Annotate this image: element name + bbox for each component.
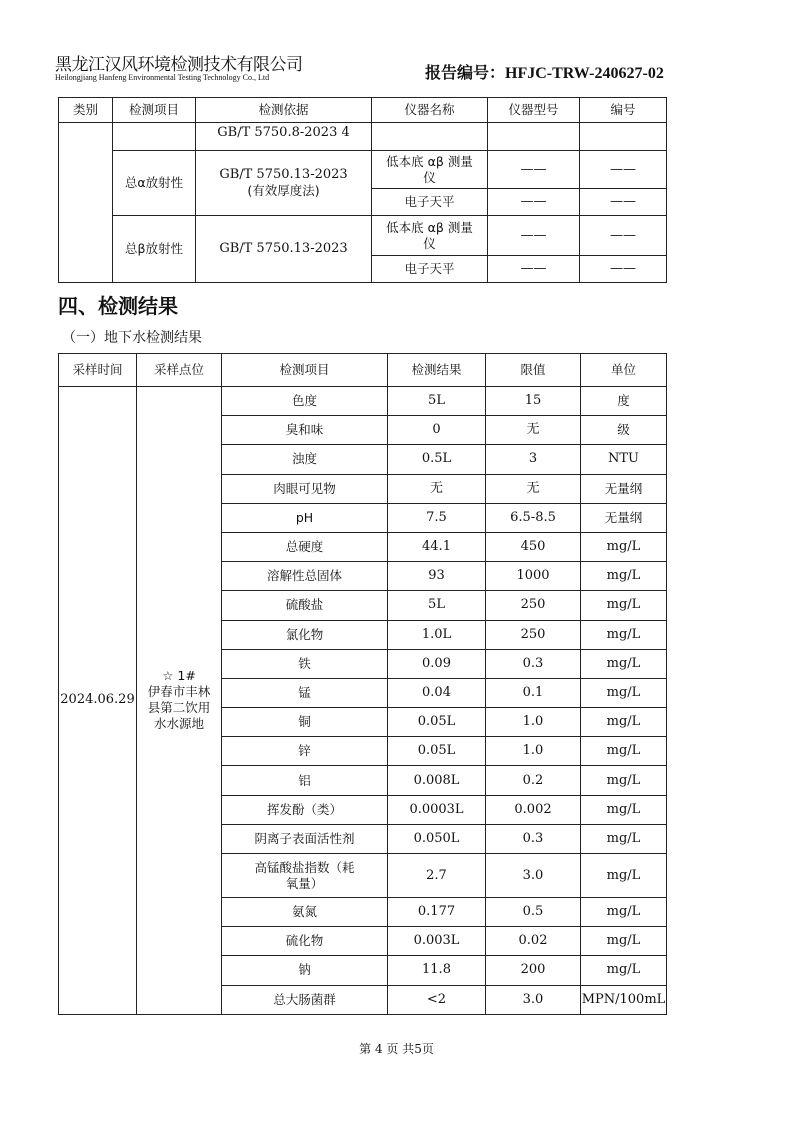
item-cell: 铝 — [222, 766, 388, 795]
result-cell: 0.050L — [388, 824, 486, 853]
table-row — [59, 151, 667, 189]
table-header-row — [59, 98, 667, 123]
table-header-row — [59, 354, 667, 387]
item-cell: 溶解性总固体 — [222, 562, 388, 591]
basis-method: (有效厚度法) — [247, 183, 320, 198]
limit-cell: 3.0 — [486, 854, 581, 898]
limit-cell: 无 — [486, 416, 581, 445]
unit-cell: mg/L — [581, 795, 667, 824]
header-cell: 采样时间 — [59, 354, 137, 387]
limit-cell: 0.5 — [486, 898, 581, 927]
item-cell: 氯化物 — [222, 620, 388, 649]
item-cell: 总大肠菌群 — [222, 985, 388, 1014]
number-cell: —— — [580, 151, 667, 189]
limit-cell: 0.1 — [486, 678, 581, 707]
item-cell: 肉眼可见物 — [222, 474, 388, 503]
result-cell: 0.0003L — [388, 795, 486, 824]
basis-cell: GB/T 5750.13-2023 — [196, 216, 372, 283]
limit-cell: 0.3 — [486, 824, 581, 853]
result-cell: 0.5L — [388, 445, 486, 474]
unit-cell: mg/L — [581, 678, 667, 707]
header-cell: 采样点位 — [137, 354, 222, 387]
company-name-en: Heilongjiang Hanfeng Environmental Testing Technology Co., Ltd — [55, 73, 270, 82]
category-cell — [59, 123, 113, 283]
item-cell: 总β放射性 — [113, 216, 196, 283]
instrument-table — [58, 97, 667, 283]
limit-cell: 200 — [486, 956, 581, 985]
limit-cell: 3.0 — [486, 985, 581, 1014]
item-cell: 锰 — [222, 678, 388, 707]
basis-text: GB/T 5750.13-2023 — [219, 167, 348, 182]
unit-cell: mg/L — [581, 927, 667, 956]
limit-cell: 1.0 — [486, 708, 581, 737]
limit-cell: 15 — [486, 387, 581, 416]
result-cell: 2.7 — [388, 854, 486, 898]
result-cell: 0.177 — [388, 898, 486, 927]
limit-cell: 0.02 — [486, 927, 581, 956]
result-cell: 7.5 — [388, 503, 486, 532]
number-cell: —— — [580, 216, 667, 256]
item-cell: 铜 — [222, 708, 388, 737]
limit-cell: 无 — [486, 474, 581, 503]
result-cell: 5L — [388, 387, 486, 416]
report-number: 报告编号：HFJC-TRW-240627-02 — [425, 65, 664, 82]
limit-cell: 0.3 — [486, 649, 581, 678]
item-cell: 总α放射性 — [113, 151, 196, 216]
limit-cell: 250 — [486, 620, 581, 649]
item-cell: 挥发酚（类） — [222, 795, 388, 824]
unit-cell: mg/L — [581, 562, 667, 591]
result-cell: 0.003L — [388, 927, 486, 956]
sample-date-cell: 2024.06.29 — [59, 387, 137, 1015]
unit-cell: 无量纲 — [581, 503, 667, 532]
basis-cell: GB/T 5750.8-2023 4 — [196, 123, 372, 151]
unit-cell: mg/L — [581, 766, 667, 795]
header-cell: 单位 — [581, 354, 667, 387]
header-cell: 仪器型号 — [488, 98, 580, 123]
item-cell: 色度 — [222, 387, 388, 416]
unit-cell: mg/L — [581, 649, 667, 678]
item-cell: 硫酸盐 — [222, 591, 388, 620]
limit-cell: 250 — [486, 591, 581, 620]
model-cell: —— — [488, 256, 580, 283]
item-cell: 臭和味 — [222, 416, 388, 445]
header-cell: 限值 — [486, 354, 581, 387]
company-name-cn: 黑龙江汉风环境检测技术有限公司 — [55, 55, 303, 75]
site-id: ☆ 1# — [162, 668, 196, 684]
subsection-title: （一）地下水检测结果 — [62, 330, 202, 346]
result-cell: 0 — [388, 416, 486, 445]
page-footer: 第 4 页 共5页 — [359, 1042, 434, 1056]
header-cell: 检测依据 — [196, 98, 372, 123]
item-cell: 氨氮 — [222, 898, 388, 927]
section-title: 四、检测结果 — [58, 294, 178, 318]
number-cell: —— — [580, 256, 667, 283]
unit-cell: mg/L — [581, 737, 667, 766]
result-cell: 0.008L — [388, 766, 486, 795]
header-cell: 检测项目 — [222, 354, 388, 387]
item-cell: 硫化物 — [222, 927, 388, 956]
result-cell: 44.1 — [388, 532, 486, 561]
result-cell: <2 — [388, 985, 486, 1014]
table-row — [59, 123, 667, 151]
item-cell: 铁 — [222, 649, 388, 678]
basis-cell — [196, 151, 372, 216]
limit-cell: 6.5-8.5 — [486, 503, 581, 532]
unit-cell: NTU — [581, 445, 667, 474]
unit-cell: MPN/100mL — [581, 985, 667, 1014]
instrument-cell: 低本底 αβ 测量仪 — [372, 216, 488, 256]
limit-cell: 1.0 — [486, 737, 581, 766]
item-cell: pH — [222, 503, 388, 532]
sample-site-cell — [137, 387, 222, 1015]
model-cell: —— — [488, 151, 580, 189]
unit-cell: mg/L — [581, 898, 667, 927]
item-cell: 总硬度 — [222, 532, 388, 561]
unit-cell: mg/L — [581, 824, 667, 853]
limit-cell: 0.002 — [486, 795, 581, 824]
unit-cell: 度 — [581, 387, 667, 416]
instrument-cell: 电子天平 — [372, 256, 488, 283]
limit-cell: 450 — [486, 532, 581, 561]
header-cell: 检测结果 — [388, 354, 486, 387]
unit-cell: mg/L — [581, 708, 667, 737]
unit-cell: mg/L — [581, 532, 667, 561]
results-table — [58, 353, 667, 1015]
unit-cell: 无量纲 — [581, 474, 667, 503]
result-cell: 1.0L — [388, 620, 486, 649]
result-cell: 0.05L — [388, 737, 486, 766]
header-cell: 仪器名称 — [372, 98, 488, 123]
item-cell: 钠 — [222, 956, 388, 985]
table-row — [59, 216, 667, 256]
result-cell: 11.8 — [388, 956, 486, 985]
result-cell: 无 — [388, 474, 486, 503]
model-cell: —— — [488, 216, 580, 256]
item-cell: 阴离子表面活性剂 — [222, 824, 388, 853]
result-cell: 0.04 — [388, 678, 486, 707]
unit-cell: mg/L — [581, 620, 667, 649]
header-cell: 检测项目 — [113, 98, 196, 123]
unit-cell: 级 — [581, 416, 667, 445]
table-row — [59, 387, 667, 416]
result-cell: 93 — [388, 562, 486, 591]
result-cell: 5L — [388, 591, 486, 620]
model-cell: —— — [488, 189, 580, 216]
unit-cell: mg/L — [581, 956, 667, 985]
instrument-cell: 低本底 αβ 测量仪 — [372, 151, 488, 189]
limit-cell: 0.2 — [486, 766, 581, 795]
item-cell: 锌 — [222, 737, 388, 766]
item-cell: 浊度 — [222, 445, 388, 474]
header-cell: 类别 — [59, 98, 113, 123]
number-cell: —— — [580, 189, 667, 216]
result-cell: 0.09 — [388, 649, 486, 678]
unit-cell: mg/L — [581, 591, 667, 620]
instrument-cell: 电子天平 — [372, 189, 488, 216]
unit-cell: mg/L — [581, 854, 667, 898]
result-cell: 0.05L — [388, 708, 486, 737]
header-cell: 编号 — [580, 98, 667, 123]
limit-cell: 3 — [486, 445, 581, 474]
site-name: 伊春市丰林县第二饮用水水源地 — [147, 684, 211, 732]
item-cell: 高锰酸盐指数（耗氧量） — [222, 854, 388, 898]
limit-cell: 1000 — [486, 562, 581, 591]
